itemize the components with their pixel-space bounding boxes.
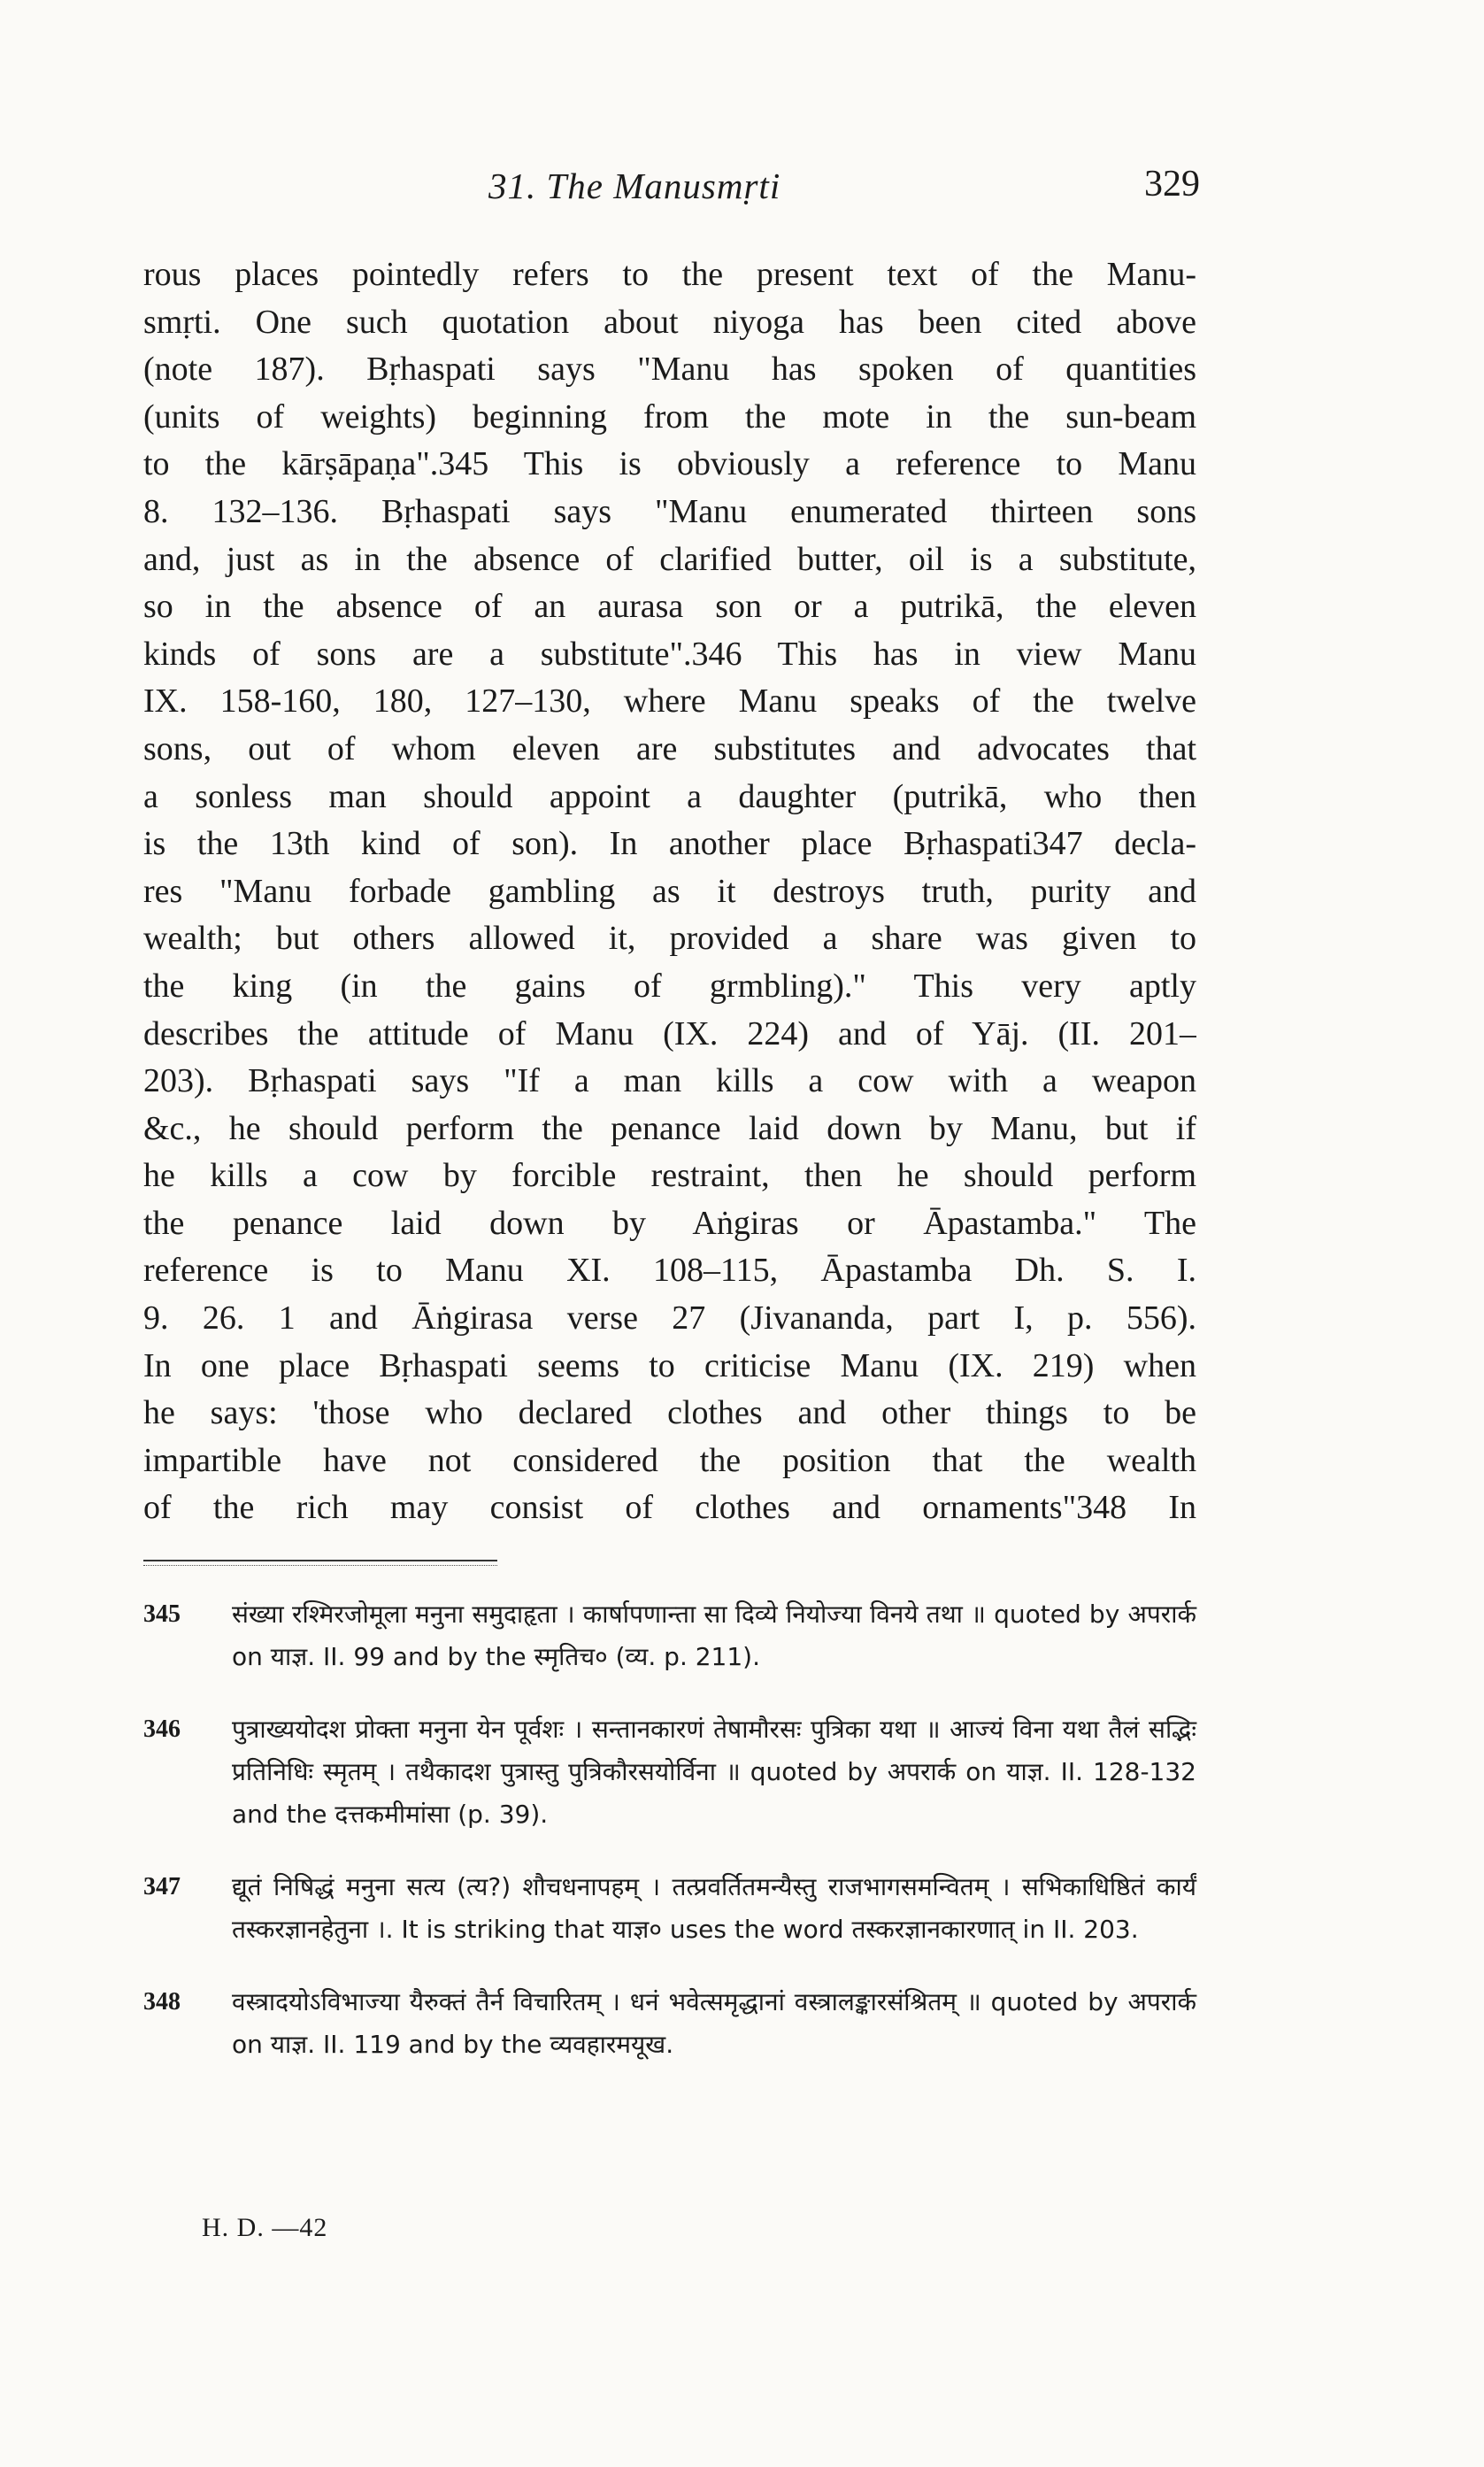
footnote-text: संख्या रश्मिरजोमूला मनुना समुदाहृता । कार्षापणान्ता सा दिव्ये नियोज्या विनये तथा ॥ quoted by अपरार्क on याज्ञ. II. 99 and by the स्मृतिच० (व्य. p. 211). [232, 1600, 1196, 1671]
body-line: 9. 26. 1 and Āṅgirasa verse 27 (Jivananda, part I, p. 556). [143, 1299, 1196, 1338]
body-line: kinds of sons are a substitute".346 This has in view Manu [143, 635, 1196, 673]
footnote-divider [143, 1560, 497, 1566]
body-line: rous places pointedly refers to the present text of the Manu- [143, 256, 1196, 293]
body-line: so in the absence of an aurasa son or a putrikā, the eleven [143, 588, 1196, 626]
footnote-text: पुत्राख्ययोदश प्रोक्ता मनुना येन पूर्वशः । सन्तानकारणं तेषामौरसः पुत्रिका यथा ॥ आज्यं विना यथा तैलं सद्भिः प्रतिनिधिः स्मृतम् । तथैकादश पुत्रास्तु पुत्रिकौरसयोर्विना ॥ quoted by अपरार्क on याज्ञ. II. 128-132 and the दत्तकमीमांसा (p. 39). [232, 1715, 1196, 1829]
body-paragraph [143, 251, 1196, 1532]
body-line: (note 187). Bṛhaspati says "Manu has spoken of quantities [143, 351, 1196, 389]
body-line: &c., he should perform the penance laid down by Manu, but if [143, 1109, 1196, 1147]
signature-mark: H. D. —42 [202, 2213, 328, 2242]
footnote-number: 348 [143, 1988, 181, 2016]
body-line: IX. 158-160, 180, 127–130, where Manu speaks of the twelve [143, 682, 1196, 721]
body-line: reference is to Manu XI. 108–115, Āpastamba Dh. S. I. [143, 1252, 1196, 1290]
body-line: the penance laid down by Aṅgiras or Āpastamba." The [143, 1204, 1196, 1242]
page-number: 329 [1144, 164, 1200, 204]
body-line: is the 13th kind of son). In another place Bṛhaspati347 decla- [143, 825, 1196, 863]
body-line: impartible have not considered the position that the wealth [143, 1441, 1196, 1479]
body-line: smṛti. One such quotation about niyoga has been cited above [143, 303, 1196, 341]
footnote [143, 1593, 1196, 1678]
running-head: 31. The Manusmṛti [488, 166, 781, 206]
footnotes-section [143, 1593, 1196, 2096]
body-line: describes the attitude of Manu (IX. 224) and of Yāj. (II. 201– [143, 1014, 1196, 1052]
body-line: of the rich may consist of clothes and ornaments"348 In [143, 1489, 1196, 1527]
footnote [143, 1981, 1196, 2066]
footnote [143, 1866, 1196, 1951]
body-line: he kills a cow by forcible restraint, then he should perform [143, 1157, 1196, 1195]
body-line: res "Manu forbade gambling as it destroys truth, purity and [143, 872, 1196, 910]
body-line: to the kārṣāpaṇa".345 This is obviously a reference to Manu [143, 445, 1196, 483]
footnote-number: 346 [143, 1715, 181, 1743]
body-line: In one place Bṛhaspati seems to criticise Manu (IX. 219) when [143, 1346, 1196, 1384]
body-line: he says: 'those who declared clothes and other things to be [143, 1394, 1196, 1432]
body-line: wealth; but others allowed it, provided a share was given to [143, 920, 1196, 958]
body-line: the king (in the gains of grmbling)." This very aptly [143, 967, 1196, 1005]
footnote-text: द्यूतं निषिद्धं मनुना सत्य (त्य?) शौचधनापहम् । तत्प्रवर्तितमन्यैस्तु राजभागसमन्वितम् । सभिकाधिष्ठितं कार्यं तस्करज्ञानहेतुना ।. It is striking that याज्ञ० uses the word तस्करज्ञानकारणात् in II. 203. [232, 1872, 1196, 1944]
body-line: 8. 132–136. Bṛhaspati says "Manu enumerated thirteen sons [143, 492, 1196, 530]
footnote-number: 345 [143, 1600, 181, 1628]
body-line: 203). Bṛhaspati says "If a man kills a cow with a weapon [143, 1062, 1196, 1100]
footnote-text: वस्त्रादयोऽविभाज्या यैरुक्तं तैर्न विचारितम् । धनं भवेत्समृद्धानां वस्त्रालङ्कारसंश्रितम् ॥ quoted by अपरार्क on याज्ञ. II. 119 and by the व्यवहारमयूख. [232, 1987, 1196, 2059]
body-line: and, just as in the absence of clarified butter, oil is a substitute, [143, 540, 1196, 578]
body-line: (units of weights) beginning from the mote in the sun-beam [143, 397, 1196, 436]
footnote-number: 347 [143, 1873, 181, 1900]
body-line: a sonless man should appoint a daughter (putrikā, who then [143, 777, 1196, 815]
body-line: sons, out of whom eleven are substitutes and advocates that [143, 729, 1196, 767]
footnote [143, 1708, 1196, 1836]
